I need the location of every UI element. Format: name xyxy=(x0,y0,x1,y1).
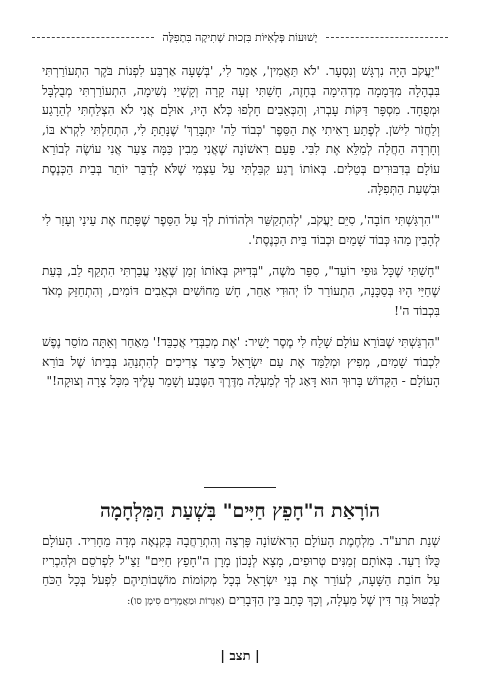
main-text xyxy=(42,62,440,404)
running-head-rule-right xyxy=(326,37,448,38)
paragraph: "יַעֲקֹב הָיָה נִרְגָּשׁ וְנִסְעָר. 'לֹא תַּאֲמִין', אָמַר לִי, 'בְּשָׁעָה אַרְבַּע לִפְנוֹת בֹּקֶר הִתְעוֹרַרְתִּי בִּבְהָלָה מִדְּמָמָה מְדְהִימָה בְּחָזֶה, חָשַׁתִּי זְעָה קָרָה וְקָשְׁיֵי נְשִׁימָה, הִתְעוֹרַרְתִּי מְבֻלְבָּל וּמְפֻחָד. מִסְפָּר דַּקּוֹת עָבְרוּ, וְהַכְּאֵבִים חָלְפוּ כְּלֹא הָיוּ, אוּלָם אֲנִי לֹא הִצְלַחְתִּי לְהֵרָגַע וְלַחֲזֹר לִישֹׁן. לְפֶתַע רָאִיתִי אֶת הַסֵּפֶר 'כְּבוֹד לֵה' יִתְבָּרַךְ' שֶׁנָּתַתָּ לִי, הִתְחַלְתִּי לִקְרֹא בּוֹ, וְחָרְדָה הַחֲלָה לְמַלֵּא אֶת לִבִּי. פַּעַם רִאשׁוֹנָה שֶׁאֲנִי מֵבִין כַּמָּה צַעַר אֲנִי עוֹשֶׂה לְבוֹרֵא עוֹלָם בְּדִבּוּרִים בְּטֵלִים. בְּאוֹתוֹ רֶגַע קִבַּלְתִּי עַל עַצְמִי שֶׁלֹּא לְדַבֵּר יוֹתֵר בְּבֵית הַכְּנֶסֶת וּבִשְׁעַת הַתְּפִלָּה. xyxy=(42,64,440,196)
section-heading: הוֹרָאַת ה"חָפֵץ חַיִּים" בִּשְׁעַת הַמִּלְחָמָה xyxy=(99,500,381,522)
running-head-rule-left xyxy=(32,37,154,38)
section-divider xyxy=(204,487,276,488)
running-head xyxy=(32,30,448,44)
paragraph: "חָשַׁתִּי שֶׁכָּל גּוּפִי רוֹעֵד", סִפֵּר מֹשֶׁה, "בְּדִיּוּק בְּאוֹתוֹ זְמַן שֶׁאֲנִי עֲבַרְתִּי הִתְקֵף לֵב, בְּעֵת שֶׁחַיַּי הָיוּ בְּסַכָּנָה, הִתְעוֹרֵר לוֹ יְהוּדִי אַחֵר, חָשׁ מֵחוֹשִׁים וּכְאֵבִים דּוֹמִים, וְהִתְחַזֵּק מְאֹד בִּכְבוֹד ה'! xyxy=(42,264,440,318)
section-text xyxy=(42,532,440,611)
running-head-title: יְשׁוּעוֹת פְּלָאִיּוֹת בִּזְכוּת שְׁתִיקָה בִּתְפִלָּה xyxy=(162,30,318,44)
page-number: | תצב | xyxy=(220,649,260,664)
paragraph: "'הִרְגַּשְׁתִּי חוֹבָה', סִיֵּם יַעֲקֹב, 'לְהִתְקַשֵּׁר וּלְהוֹדוֹת לְךָ עַל הַסֵּפֶר שֶׁפָּתַח אֶת עֵינַי וְעָזַר לִי לְהָבִין מַהוּ כְּבוֹד שָׁמַיִם וּכְבוֹד בֵּית הַכְּנֶסֶת'. xyxy=(42,213,440,247)
section-paragraph: שְׁנַת תרע"ד. מִלְחֶמֶת הָעוֹלָם הָרִאשׁוֹנָה פָּרְצָה וְהִתְרַחֲבָה בְּקִנְאָה מְדָה מֵחָרִיד. הָעוֹלָם כֻּלּוֹ רָעַד. בְּאוֹתָם זְמַנִּים טְרוּפִים, מָצָא לְנָכוֹן מָרָן ה"חָפֵץ חַיִּים" זַצַ"ל לִפְרֹסֵם וּלְהַכְרִיז עַל חוֹבַת הַשָּׁעָה, לְעוֹרֵר אֶת בְּנֵי יִשְׂרָאֵל בְּכָל מְקוֹמוֹת מוֹשְׁבוֹתֵיהֶם לִפְעֹל בְּכָל הַכֹּחַ לְבִטּוּל גְּזַר דִּין שֶׁל מַעְלָה, וְכָךְ כָּתַב בֵּין הַדְּבָרִים xyxy=(42,534,440,607)
source-citation: (אִגְּרוֹת וּמַאֲמָרִים סִימָן סו): xyxy=(127,595,225,607)
paragraph: "הִרְגַּשְׁתִּי שֶׁבּוֹרֵא עוֹלָם שָׁלַח לִי מֶסֶר יָשִׁיר: 'אֶת מְכַבְּדַי אֲכַבֵּד!' מֵאַחַר וְאַתָּה מוֹסֵר נֶפֶשׁ לִכְבוֹד שָׁמַיִם, מְפִיץ וּמְלַמֵּד אֶת עַם יִשְׂרָאֵל כֵּיצַד צְרִיכִים לְהִתְנַהֵג בְּבֵיתוֹ שֶׁל בּוֹרֵא הָעוֹלָם - הַקָּדוֹשׁ בָּרוּךְ הוּא דָּאַג לְךָ לְמַעְלָה מִדֶּרֶךְ הַטֶּבַע וְשָׁמַר עָלֶיךָ מִכָּל צָרָה וְצוּקָה!" xyxy=(42,335,440,389)
